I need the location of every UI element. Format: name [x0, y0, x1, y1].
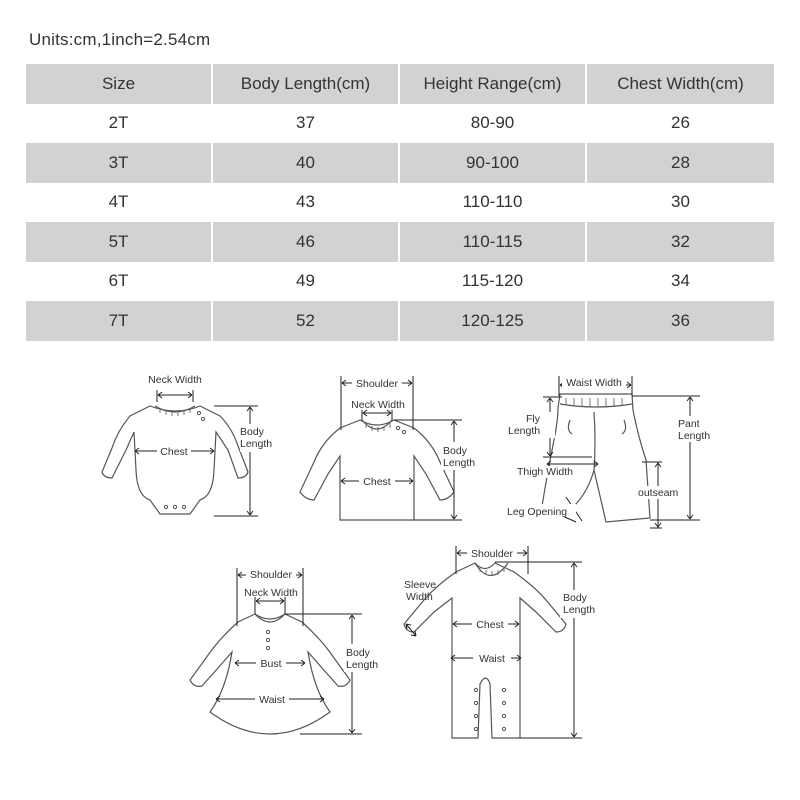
shirt-chest-label: Chest [363, 476, 391, 488]
romper-width-label: Width [406, 591, 433, 603]
cell-chest-width: 34 [671, 271, 690, 291]
bodysuit-length-label: Length [240, 438, 273, 450]
bodysuit-chest-label: Chest [160, 446, 188, 458]
cell-body-length: 43 [212, 183, 399, 223]
bodysuit-outline [102, 406, 248, 514]
pants-pant-length-label: Length [678, 430, 711, 442]
cell-chest-width: 32 [586, 222, 774, 262]
cell-body-length: 49 [212, 262, 399, 302]
dress-waist-label: Waist [259, 694, 285, 706]
cell-size: 2T [26, 104, 212, 144]
dress-body-label: Body [346, 647, 370, 659]
romper-sleeve-label: Sleeve [404, 579, 437, 591]
romper-chest-label: Chest [476, 619, 504, 631]
romper-diagram [404, 546, 600, 738]
cell-size: 7T [26, 301, 212, 341]
pants-fly-label: Fly [526, 413, 540, 425]
romper-shoulder-label: Shoulder [470, 548, 514, 560]
romper-waist-label: Waist [479, 653, 505, 665]
pants-outseam-label: outseam [638, 487, 679, 499]
cell-chest-width: 36 [586, 301, 774, 341]
cell-body-length: 37 [212, 104, 399, 144]
pants-waistband [560, 404, 632, 407]
bodysuit-neck-width-label: Neck Width [148, 374, 202, 386]
cell-size: 6T [26, 262, 212, 302]
cell-body-length: 40 [212, 143, 399, 183]
cell-height-range: 80-90 [399, 104, 586, 144]
cell-size: 4T [26, 183, 212, 223]
dress-shoulder-label: Shoulder [249, 569, 293, 581]
cell-height-range: 120-125 [399, 301, 586, 341]
cell-height-range: 115-120 [399, 262, 586, 302]
dress-diagram [190, 568, 384, 734]
cell-body-length: 52 [212, 301, 399, 341]
cell-size: 5T [26, 222, 212, 262]
pants-thigh-width-label: Thigh Width [517, 466, 574, 478]
pants-diagram [506, 376, 717, 528]
cell-chest-width: 28 [586, 143, 774, 183]
cell-height-range: 110-110 [399, 183, 586, 223]
cell-size: 3T [26, 143, 212, 183]
bodysuit-diagram [102, 374, 276, 516]
header-chest-width: Chest Width(cm) [586, 64, 774, 104]
shirt-neck-width-label: Neck Width [351, 399, 405, 411]
dress-bust-label: Bust [260, 658, 282, 670]
bodysuit-body-label: Body [240, 426, 264, 438]
dress-collar [255, 614, 285, 622]
romper-body-label: Body [563, 592, 587, 604]
header-body-length: Body Length(cm) [212, 64, 399, 104]
pants-pant-label: Pant [678, 418, 700, 430]
cell-chest-width: 30 [671, 192, 690, 212]
header-size: Size [26, 64, 212, 104]
shirt-body-label: Body [443, 445, 467, 457]
cell-height-range: 110-115 [399, 222, 586, 262]
pants-waist-width-label: Waist Width [566, 377, 622, 389]
shirt-shoulder-label: Shoulder [355, 378, 399, 390]
units-note: Units:cm,1inch=2.54cm [29, 30, 211, 49]
dress-neck-width-label: Neck Width [244, 587, 298, 599]
cell-chest-width: 26 [671, 113, 690, 133]
shirt-outline [300, 420, 454, 520]
pants-outline [542, 394, 650, 522]
shirt-length-label: Length [443, 457, 476, 469]
shirt-diagram [300, 376, 479, 520]
cell-height-range: 90-100 [399, 143, 586, 183]
dress-length-label: Length [346, 659, 379, 671]
romper-length-label: Length [563, 604, 596, 616]
cell-body-length: 46 [212, 222, 399, 262]
pants-leg-opening-label: Leg Opening [507, 506, 568, 518]
header-height-range: Height Range(cm) [399, 64, 586, 104]
pants-fly-length-label: Length [508, 425, 541, 437]
